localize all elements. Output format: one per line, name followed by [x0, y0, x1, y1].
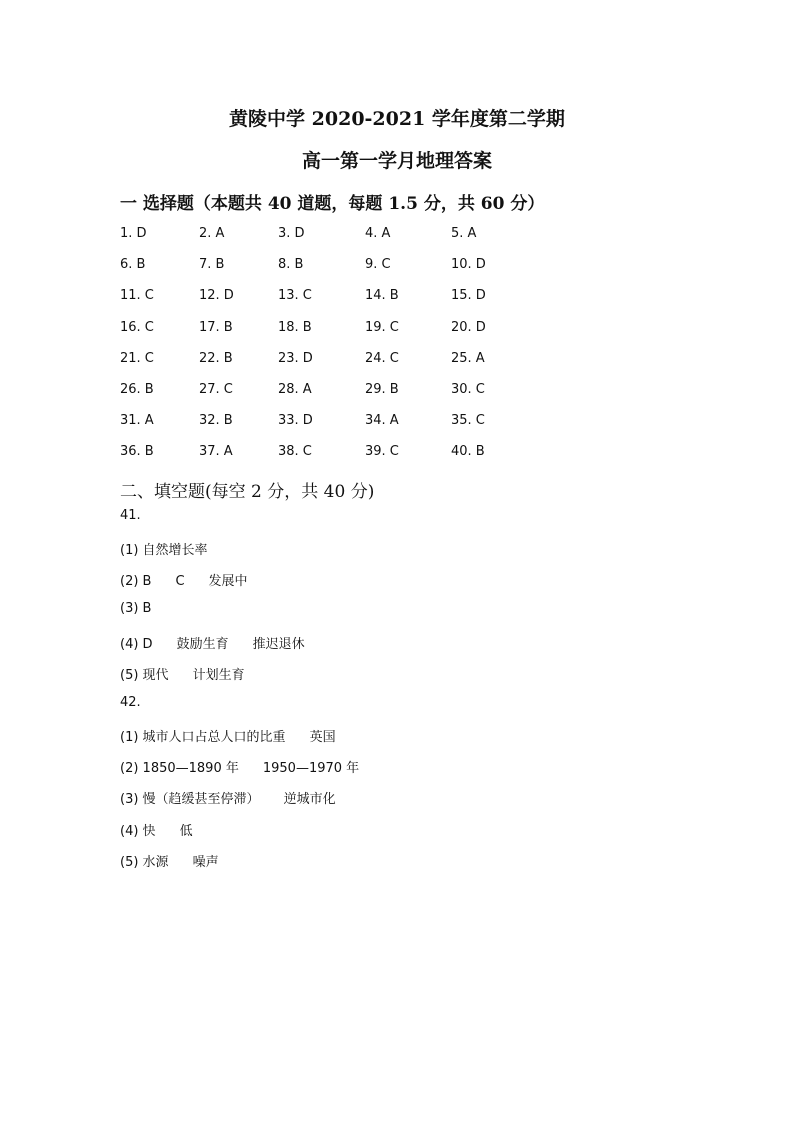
- question-41-number: 41.: [120, 508, 141, 523]
- answer-cell: 17. B: [199, 319, 233, 335]
- question-41-answers: [120, 539, 305, 695]
- answer-part: 逆城市化: [283, 792, 336, 808]
- section1-heading: 一 选择题（本题共 40 道题，每题 1.5 分，共 60 分）: [120, 194, 545, 214]
- answer-line: [120, 601, 305, 632]
- answer-cell: 35. C: [451, 413, 485, 429]
- answer-cell: 10. D: [451, 257, 486, 273]
- document-title: 黄陵中学 2020-2021 学年度第二学期: [229, 108, 565, 130]
- answer-cell: 14. B: [365, 288, 399, 304]
- answer-cell: 22. B: [199, 350, 233, 366]
- answer-line: [120, 570, 305, 601]
- choice-answer-table: [120, 226, 520, 476]
- answer-part: (3) 慢（趋缓甚至停滞）: [120, 792, 260, 808]
- answer-cell: 36. B: [120, 444, 154, 460]
- answer-row: [120, 320, 520, 351]
- answer-part: (1) 城市人口占总人口的比重: [120, 730, 286, 745]
- answer-row: [120, 444, 520, 475]
- answer-line: [120, 633, 305, 664]
- answer-part: 计划生育: [192, 667, 245, 683]
- answer-cell: 24. C: [365, 350, 399, 366]
- answer-cell: 20. D: [451, 319, 486, 335]
- answer-cell: 32. B: [199, 413, 233, 429]
- answer-part: 1950—1970 年: [262, 761, 360, 777]
- answer-cell: 38. C: [278, 444, 312, 460]
- answer-part: C: [175, 574, 185, 590]
- answer-cell: 31. A: [120, 413, 154, 429]
- answer-cell: 18. B: [278, 319, 312, 335]
- answer-line: [120, 539, 305, 570]
- answer-cell: 30. C: [451, 381, 485, 397]
- answer-part: 鼓励生育: [176, 636, 229, 652]
- answer-cell: 29. B: [365, 381, 399, 397]
- answer-cell: 9. C: [365, 257, 391, 273]
- answer-cell: 27. C: [199, 381, 233, 397]
- answer-cell: 26. B: [120, 381, 154, 397]
- answer-cell: 3. D: [278, 226, 305, 241]
- answer-cell: 39. C: [365, 444, 399, 460]
- answer-part: (3) B: [120, 601, 152, 617]
- answer-part: 推迟退休: [252, 636, 305, 652]
- answer-line: [120, 726, 359, 757]
- answer-line: [120, 820, 359, 851]
- answer-cell: 5. A: [451, 226, 477, 241]
- answer-cell: 23. D: [278, 350, 313, 366]
- answer-cell: 21. C: [120, 350, 154, 366]
- answer-line: [120, 788, 359, 819]
- document-subtitle: 高一第一学月地理答案: [301, 150, 492, 172]
- answer-cell: 7. B: [199, 257, 225, 273]
- answer-cell: 28. A: [278, 381, 312, 397]
- answer-part: (5) 现代: [120, 667, 169, 683]
- question-42-answers: [120, 726, 359, 882]
- answer-cell: 1. D: [120, 226, 147, 241]
- answer-cell: 15. D: [451, 288, 486, 304]
- answer-cell: 6. B: [120, 257, 146, 273]
- answer-cell: 2. A: [199, 226, 225, 241]
- answer-part: (1) 自然增长率: [120, 543, 208, 558]
- answer-row: [120, 226, 520, 257]
- answer-part: (2) B: [120, 574, 152, 590]
- answer-part: 英国: [309, 730, 336, 745]
- answer-row: [120, 413, 520, 444]
- answer-cell: 4. A: [365, 226, 391, 241]
- answer-part: 低: [179, 823, 193, 839]
- answer-cell: 12. D: [199, 288, 234, 304]
- answer-cell: 19. C: [365, 319, 399, 335]
- answer-cell: 33. D: [278, 413, 313, 429]
- section2-heading: 二、填空题(每空 2 分，共 40 分): [120, 482, 375, 502]
- answer-part: (5) 水源: [120, 854, 169, 870]
- answer-cell: 16. C: [120, 319, 154, 335]
- answer-cell: 25. A: [451, 350, 485, 366]
- answer-line: [120, 851, 359, 882]
- answer-line: [120, 757, 359, 788]
- answer-row: [120, 257, 520, 288]
- answer-cell: 8. B: [278, 257, 304, 273]
- answer-cell: 11. C: [120, 288, 154, 304]
- answer-row: [120, 288, 520, 319]
- answer-cell: 37. A: [199, 444, 233, 460]
- answer-cell: 34. A: [365, 413, 399, 429]
- answer-cell: 13. C: [278, 288, 312, 304]
- answer-cell: 40. B: [451, 444, 485, 460]
- question-42-number: 42.: [120, 695, 141, 710]
- answer-part: 噪声: [192, 854, 219, 870]
- answer-part: 发展中: [208, 574, 248, 590]
- answer-part: (4) 快: [120, 823, 156, 839]
- answer-part: (2) 1850—1890 年: [120, 761, 239, 777]
- answer-part: (4) D: [120, 636, 153, 652]
- answer-row: [120, 351, 520, 382]
- answer-line: [120, 664, 305, 695]
- answer-row: [120, 382, 520, 413]
